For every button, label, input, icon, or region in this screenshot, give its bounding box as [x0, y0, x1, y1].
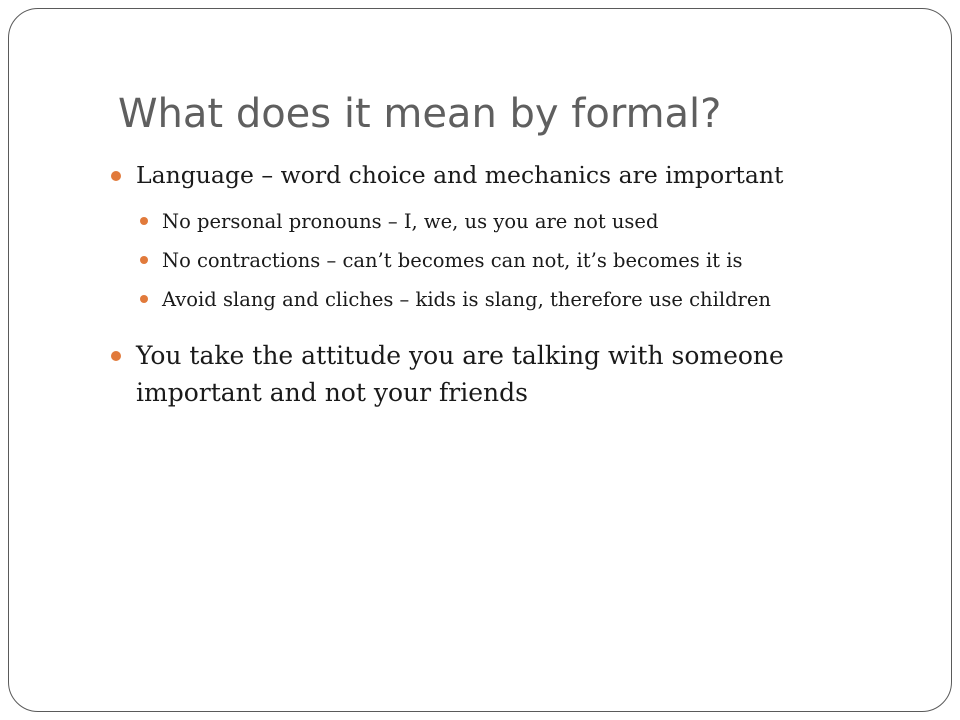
bullet-item-language — [110, 158, 900, 193]
bullet-dot-icon — [111, 351, 121, 361]
sub-bullet-text: No personal pronouns – I, we, us you are not used — [162, 210, 659, 233]
bullet-text: You take the attitude you are talking with someone important and not your friends — [136, 341, 784, 407]
sub-bullet-dot-icon — [140, 295, 148, 303]
sub-bullet-text: No contractions – can’t becomes can not, it’s becomes it is — [162, 249, 743, 272]
sub-bullet-pronouns — [110, 206, 900, 237]
sub-bullet-slang — [110, 284, 900, 315]
sub-bullet-contractions — [110, 245, 900, 276]
bullet-item-attitude — [110, 337, 900, 411]
slide-body — [110, 158, 900, 411]
sub-bullet-dot-icon — [140, 217, 148, 225]
bullet-dot-icon — [111, 171, 121, 181]
slide-title: What does it mean by formal? — [118, 91, 722, 137]
bullet-text: Language – word choice and mechanics are important — [136, 161, 784, 189]
sub-bullet-text: Avoid slang and cliches – kids is slang, therefore use children — [162, 288, 771, 311]
sub-bullet-dot-icon — [140, 256, 148, 264]
